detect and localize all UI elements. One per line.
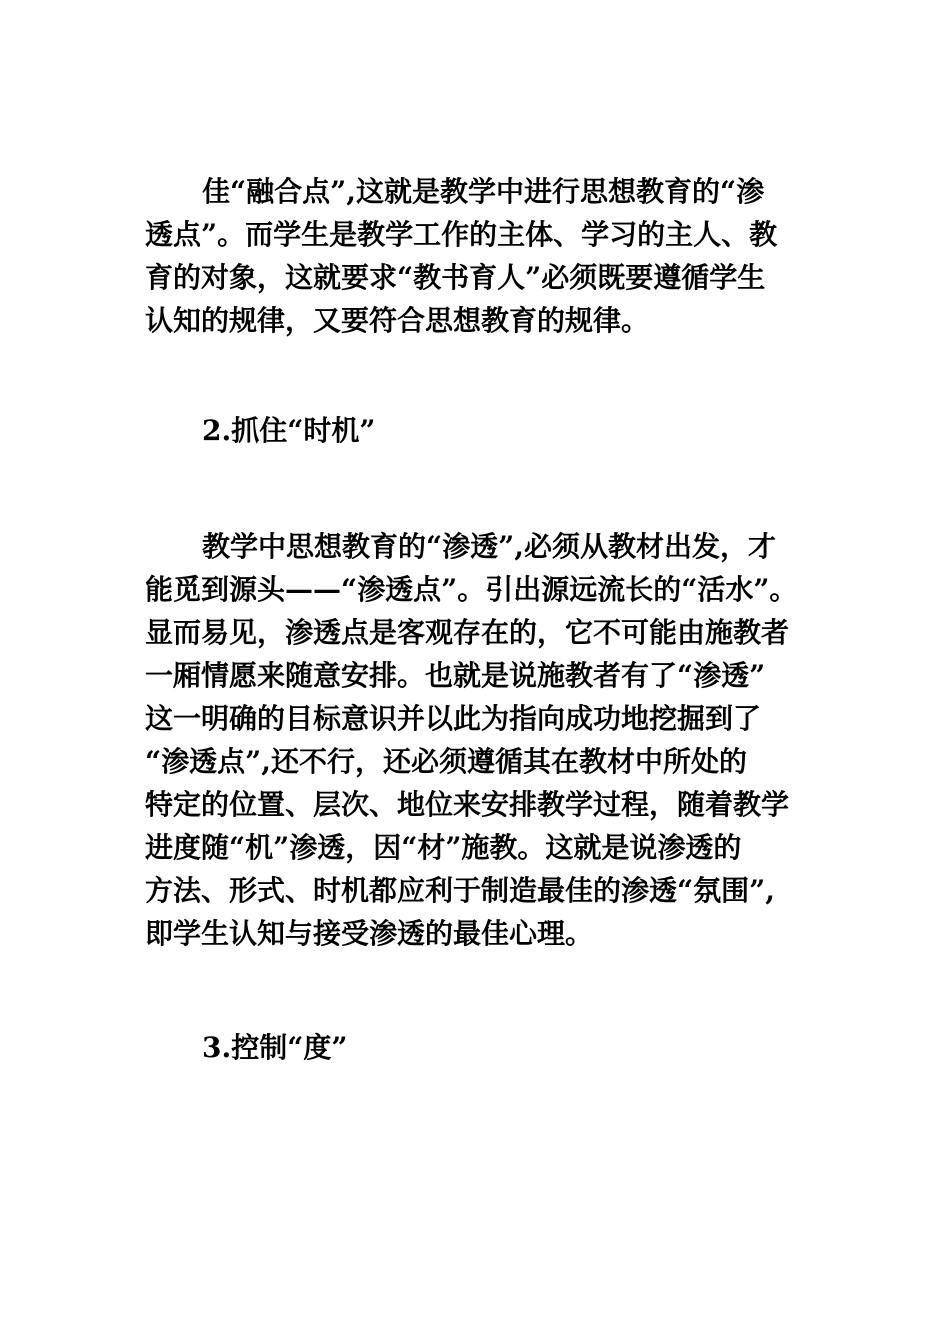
paragraph-line: 显而易见，渗透点是客观存在的，它不可能由施教者 bbox=[145, 616, 790, 649]
paragraph-line: 方法、形式、时机都应利于制造最佳的渗透“氛围”, bbox=[145, 874, 775, 907]
paragraph-2 bbox=[145, 525, 815, 955]
paragraph-line: “渗透点”,还不行，还必须遵循其在教材中所处的 bbox=[145, 745, 747, 778]
section-heading-3: 3.控制“度” bbox=[202, 1031, 348, 1064]
paragraph-line: 即学生认知与接受渗透的最佳心理。 bbox=[145, 917, 594, 950]
paragraph-line: 认知的规律，又要符合思想教育的规律。 bbox=[145, 304, 650, 337]
paragraph-line: 特定的位置、层次、地位来安排教学过程，随着教学 bbox=[145, 788, 790, 821]
paragraph-line: 透点”。而学生是教学工作的主体、学习的主人、教 bbox=[145, 218, 778, 251]
paragraph-line: 教学中思想教育的“渗透”,必须从教材出发，才 bbox=[202, 530, 776, 563]
paragraph-line: 能觅到源头——“渗透点”。引出源远流长的“活水”。 bbox=[145, 573, 798, 606]
paragraph-line: 这一明确的目标意识并以此为指向成功地挖掘到了 bbox=[145, 702, 762, 735]
paragraph-line: 育的对象，这就要求“教书育人”必须既要遵循学生 bbox=[145, 261, 766, 294]
paragraph-line: 一厢情愿来随意安排。也就是说施教者有了“渗透” bbox=[145, 659, 766, 692]
paragraph-line: 佳“融合点”,这就是教学中进行思想教育的“渗 bbox=[202, 175, 765, 208]
section-heading-2: 2.抓住“时机” bbox=[202, 414, 376, 447]
paragraph-1 bbox=[145, 170, 815, 342]
paragraph-line: 进度随“机”渗透，因“材”施教。这就是说渗透的 bbox=[145, 831, 742, 864]
